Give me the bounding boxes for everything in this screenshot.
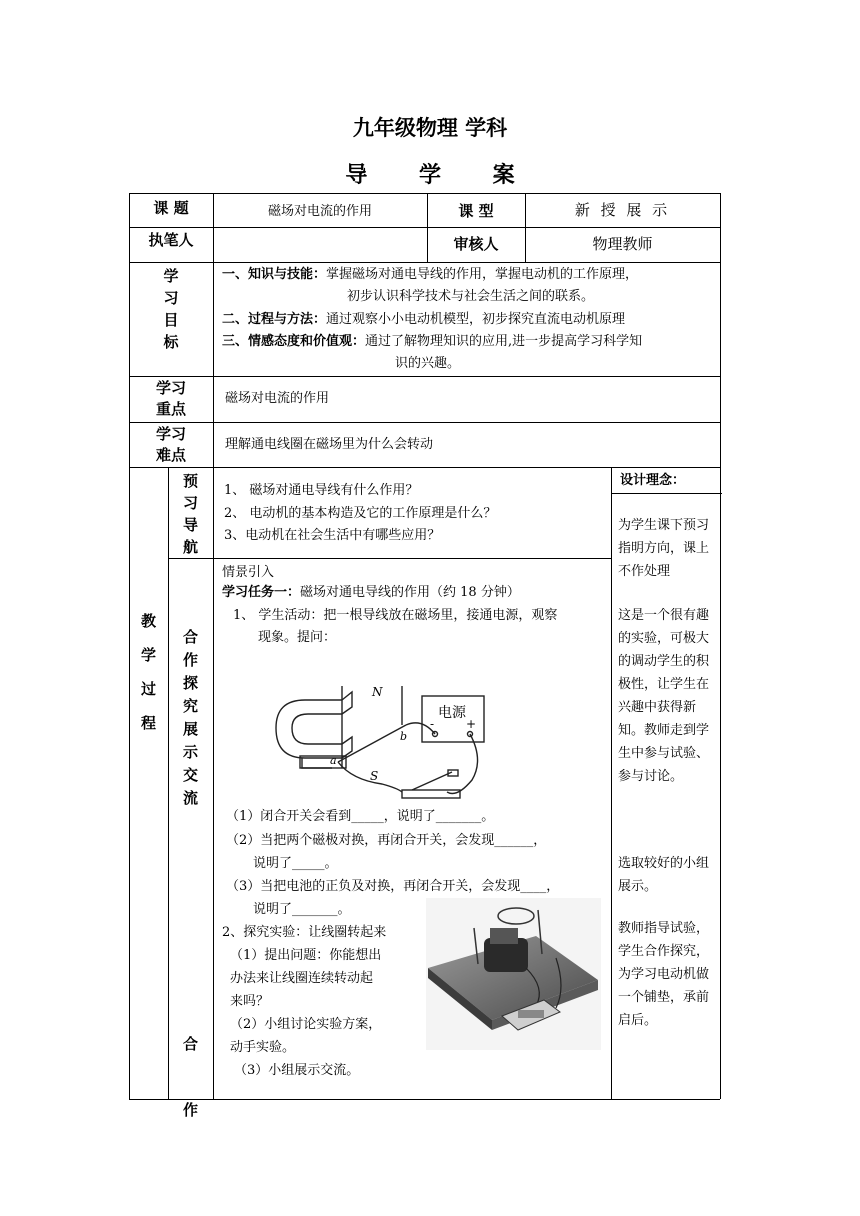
question-3-cont: 说明了_______。 (253, 902, 351, 917)
question-3: （3）当把电池的正负及对换，再闭合开关，会发现____， (226, 879, 560, 894)
intro-text: 情景引入 (222, 565, 275, 580)
label-n: N (372, 685, 383, 699)
question-2: （2）当把两个磁极对换，再闭合开关，会发现______， (226, 833, 547, 848)
design-note-4: 教师指导试验，学生合作探究，为学习电动机做一个铺垫，承前启后。 (618, 921, 710, 1028)
label-s: S (370, 769, 379, 783)
label-a: a (330, 754, 337, 767)
goal-knowledge-cont: 初步认识科学技术与社会生活之间的联系。 (347, 289, 595, 304)
design-note-1: 为学生课下预习指明方向，课上不作处理 (618, 518, 710, 579)
topic-value: 磁场对电流的作用 (267, 204, 372, 219)
difficulty-label: 学习 难点 (155, 425, 186, 464)
experiment-head: 2、探究实验：让线圈转起来 (222, 925, 387, 940)
preview-item-2: 2、 电动机的基本构造及它的工作原理是什么？ (224, 506, 497, 521)
document-subtitle: 导 学 案 (345, 162, 537, 188)
activity1: 1、 学生活动：把一根导线放在磁场里，接通电源，观察 (233, 608, 558, 623)
writer-label: 执笔人 (148, 231, 194, 249)
preview-item-1: 1、 磁场对通电导线有什么作用？ (224, 483, 419, 498)
goals-label: 学 习 目 标 (163, 267, 179, 351)
task1: 学习任务一：磁场对通电导线的作用（约 18 分钟） (222, 585, 520, 600)
experiment-step-2: （2）小组讨论实验方案， (230, 1017, 382, 1032)
goal-knowledge: 一、知识与技能：掌握磁场对通电导线的作用，掌握电动机的工作原理， (222, 267, 639, 282)
label-minus: - (430, 717, 435, 731)
label-power: 电源 (438, 705, 466, 721)
goal-attitude: 三、情感态度和价值观：通过了解物理知识的应用,进一步提高学习科学知 (222, 334, 643, 349)
preview-label: 预 习 导 航 (182, 472, 198, 556)
design-label: 设计理念： (620, 473, 686, 488)
coop-label-2: 合 作 (182, 1035, 198, 1119)
experiment-step-1: （1）提出问题：你能想出 (230, 948, 382, 963)
goal-attitude-cont: 识的兴趣。 (395, 356, 461, 371)
topic-label: 课 题 (153, 199, 189, 217)
experiment-step-1b: 办法来让线圈连续转动起 (230, 971, 374, 986)
key-point-text: 磁场对电流的作用 (225, 391, 330, 406)
experiment-step-3: （3）小组展示交流。 (234, 1063, 360, 1078)
experiment-step-2b: 动手实验。 (230, 1040, 296, 1055)
difficulty-text: 理解通电线圈在磁场里为什么会转动 (225, 437, 434, 452)
type-label: 课 型 (458, 202, 494, 220)
label-b: b (400, 730, 408, 743)
reviewer-label: 审核人 (453, 235, 499, 253)
activity1-cont: 现象。提问： (258, 630, 337, 645)
goal-process: 二、过程与方法：通过观察小小电动机模型，初步探究直流电动机原理 (222, 312, 626, 327)
circuit-diagram (272, 680, 487, 808)
design-note-3: 选取较好的小组展示。 (618, 856, 710, 894)
label-plus: + (466, 717, 477, 731)
experiment-step-1c: 来吗？ (230, 994, 270, 1009)
question-2-cont: 说明了_____。 (253, 856, 338, 871)
process-label: 教 学 过 程 (140, 612, 156, 732)
preview-item-3: 3、电动机在社会生活中有哪些应用？ (224, 528, 441, 543)
coop-label: 合 作 探 究 展 示 交 流 (182, 628, 198, 807)
design-note-2: 这是一个很有趣的实验，可极大的调动学生的积极性，让学生在兴趣中获得新知。教师走到学生中参与试验、参与讨论。 (618, 608, 710, 784)
key-point-label: 学习 重点 (155, 379, 186, 418)
document-title: 九年级物理 学科 (352, 115, 508, 140)
type-value: 新 授 展 示 (574, 201, 671, 219)
question-1: （1）闭合开关会看到_____，说明了_______。 (226, 809, 495, 824)
reviewer-value: 物理教师 (592, 235, 653, 253)
motor-experiment-photo (426, 898, 601, 1050)
magnet-outline (276, 700, 342, 758)
